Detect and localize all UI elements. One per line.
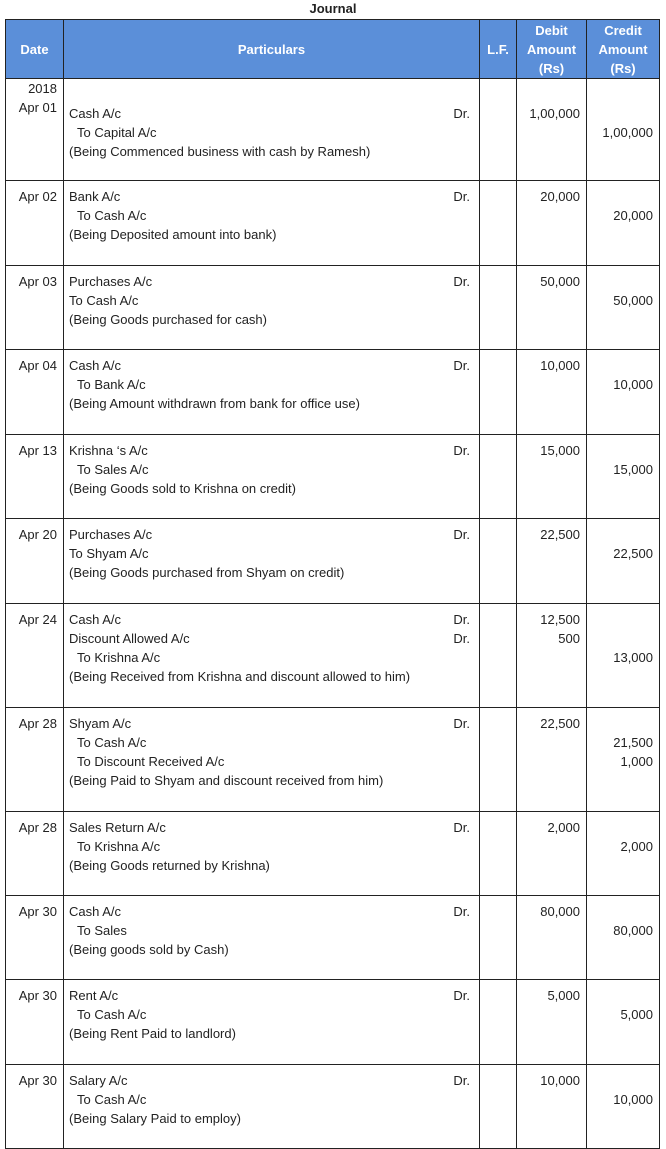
credit-spacer: [587, 525, 653, 544]
entry-debit-cell: [517, 1065, 587, 1149]
entry-debit-cell: [517, 79, 587, 181]
credit-account: To Sales A/c: [77, 462, 149, 477]
debit-amount: 12,500: [540, 612, 580, 627]
entry-debit-cell: [517, 708, 587, 812]
entry-particulars-cell: [64, 708, 480, 812]
debit-account: Bank A/c: [69, 189, 121, 204]
header-credit: [587, 20, 660, 79]
debit-account: Purchases A/c: [69, 527, 153, 542]
debit-amount: 50,000: [540, 274, 580, 289]
debit-amount: 500: [558, 631, 580, 646]
entry-particulars-cell: [64, 181, 480, 266]
entry-lf-cell: [480, 708, 517, 812]
entry-lf-cell: [480, 812, 517, 896]
dr-marker: Dr.: [453, 527, 470, 542]
entry-year: 2018: [28, 81, 57, 96]
narration: (Being Amount withdrawn from bank for office use): [69, 396, 360, 411]
credit-account: To Cash A/c: [77, 735, 147, 750]
entry-credit-cell: [587, 812, 660, 896]
credit-line: [69, 291, 475, 310]
entry-date-cell: [6, 435, 64, 519]
debit-line: [69, 104, 475, 123]
journal-entry-row: [6, 181, 660, 266]
entry-debit-cell: [517, 266, 587, 350]
entry-date: Apr 01: [18, 100, 57, 115]
credit-spacer: [587, 818, 653, 837]
debit-amount: 10,000: [540, 1073, 580, 1088]
journal-table: [5, 19, 660, 1149]
entry-credit-cell: [587, 79, 660, 181]
credit-line: [69, 123, 475, 142]
debit-line: [69, 629, 475, 648]
entry-particulars-cell: [64, 604, 480, 708]
debit-line: [69, 525, 475, 544]
dr-marker: Dr.: [453, 820, 470, 835]
entry-debit-cell: [517, 350, 587, 435]
entry-date: Apr 24: [18, 612, 57, 627]
credit-account: To Krishna A/c: [77, 650, 161, 665]
dr-marker: Dr.: [453, 988, 470, 1003]
header-debit-line: Amount: [526, 41, 577, 57]
entry-date: Apr 30: [18, 988, 57, 1003]
debit-account: Cash A/c: [69, 358, 122, 373]
credit-amount: 22,500: [613, 546, 653, 561]
entry-lf-cell: [480, 980, 517, 1065]
entry-credit-cell: [587, 181, 660, 266]
entry-date-cell: [6, 812, 64, 896]
credit-amount: 21,500: [613, 735, 653, 750]
entry-particulars-cell: [64, 812, 480, 896]
entry-date-cell: [6, 266, 64, 350]
entry-date: Apr 02: [18, 189, 57, 204]
entry-date-cell: [6, 604, 64, 708]
entry-lf-cell: [480, 435, 517, 519]
credit-amount: 50,000: [613, 293, 653, 308]
entry-credit-cell: [587, 980, 660, 1065]
credit-account: To Bank A/c: [77, 377, 146, 392]
entry-date-cell: [6, 1065, 64, 1149]
entry-particulars-cell: [64, 519, 480, 604]
entry-lf-cell: [480, 266, 517, 350]
credit-account: To Shyam A/c: [69, 546, 149, 561]
credit-account: To Sales: [77, 923, 127, 938]
debit-amount: 22,500: [540, 716, 580, 731]
debit-account: Rent A/c: [69, 988, 119, 1003]
entry-lf-cell: [480, 519, 517, 604]
debit-amount: 22,500: [540, 527, 580, 542]
entry-date: Apr 30: [18, 904, 57, 919]
dr-marker: Dr.: [453, 904, 470, 919]
entry-particulars-cell: [64, 1065, 480, 1149]
debit-account: Cash A/c: [69, 904, 122, 919]
entry-date-cell: [6, 896, 64, 980]
credit-amount: 10,000: [613, 377, 653, 392]
credit-amount: 2,000: [620, 839, 653, 854]
entry-particulars-cell: [64, 350, 480, 435]
credit-line: [69, 544, 475, 563]
narration: (Being Deposited amount into bank): [69, 227, 277, 242]
narration: (Being goods sold by Cash): [69, 942, 229, 957]
credit-line: [69, 752, 475, 771]
header-credit-line: Credit: [604, 22, 642, 38]
credit-line: [69, 921, 475, 940]
debit-line: [69, 187, 475, 206]
debit-account: Sales Return A/c: [69, 820, 166, 835]
credit-spacer: [587, 187, 653, 206]
entry-date: Apr 04: [18, 358, 57, 373]
credit-spacer: [587, 272, 653, 291]
debit-line: [69, 441, 475, 460]
header-row: [6, 20, 660, 79]
debit-amount: 80,000: [540, 904, 580, 919]
entry-credit-cell: [587, 350, 660, 435]
entry-date: Apr 03: [18, 274, 57, 289]
narration: (Being Commenced business with cash by Ramesh): [69, 144, 371, 159]
entry-particulars-cell: [64, 266, 480, 350]
journal-entry-row: [6, 812, 660, 896]
credit-account: To Cash A/c: [77, 208, 147, 223]
narration: (Being Goods purchased from Shyam on credit): [69, 565, 345, 580]
credit-account: To Cash A/c: [77, 1007, 147, 1022]
entry-credit-cell: [587, 604, 660, 708]
entry-date-cell: [6, 350, 64, 435]
entry-date: Apr 28: [18, 820, 57, 835]
entry-debit-cell: [517, 812, 587, 896]
entry-debit-cell: [517, 980, 587, 1065]
journal-entry-row: [6, 79, 660, 181]
entry-credit-cell: [587, 435, 660, 519]
credit-spacer: [587, 356, 653, 375]
entry-lf-cell: [480, 350, 517, 435]
journal-entry-row: [6, 266, 660, 350]
dr-marker: Dr.: [453, 1073, 470, 1088]
journal-entry-row: [6, 604, 660, 708]
header-particulars: Particulars: [64, 20, 480, 79]
debit-amount: 1,00,000: [529, 106, 580, 121]
entry-particulars-cell: [64, 896, 480, 980]
dr-marker: Dr.: [453, 443, 470, 458]
dr-marker: Dr.: [453, 189, 470, 204]
debit-account: Cash A/c: [69, 106, 122, 121]
debit-amount: 20,000: [540, 189, 580, 204]
credit-spacer: [587, 104, 653, 123]
debit-line: [69, 714, 475, 733]
entry-particulars-cell: [64, 980, 480, 1065]
journal-entry-row: [6, 519, 660, 604]
credit-account: To Capital A/c: [77, 125, 157, 140]
entry-lf-cell: [480, 181, 517, 266]
credit-line: [69, 733, 475, 752]
credit-amount: 10,000: [613, 1092, 653, 1107]
entry-debit-cell: [517, 604, 587, 708]
entry-particulars-cell: [64, 79, 480, 181]
credit-amount: 1,00,000: [602, 125, 653, 140]
debit-account: Discount Allowed A/c: [69, 631, 190, 646]
journal-entry-row: [6, 350, 660, 435]
debit-line: [69, 986, 475, 1005]
entry-date-cell: [6, 519, 64, 604]
entry-lf-cell: [480, 1065, 517, 1149]
entry-date-cell: [6, 980, 64, 1065]
credit-spacer: [587, 902, 653, 921]
journal-entry-row: [6, 980, 660, 1065]
header-debit-line: Debit: [535, 22, 568, 38]
credit-line: [69, 460, 475, 479]
journal-title: Journal: [309, 1, 357, 16]
credit-spacer: [587, 986, 653, 1005]
journal-entry-row: [6, 896, 660, 980]
header-debit: [517, 20, 587, 79]
entry-date-cell: [6, 708, 64, 812]
debit-line: [69, 1071, 475, 1090]
entry-credit-cell: [587, 708, 660, 812]
entry-credit-cell: [587, 519, 660, 604]
journal-entry-row: [6, 1065, 660, 1149]
narration: (Being Goods returned by Krishna): [69, 858, 270, 873]
credit-account: To Cash A/c: [69, 293, 139, 308]
credit-account: To Cash A/c: [77, 1092, 147, 1107]
narration: (Being Salary Paid to employ): [69, 1111, 241, 1126]
credit-amount: 1,000: [620, 754, 653, 769]
entry-credit-cell: [587, 896, 660, 980]
header-lf: L.F.: [480, 20, 517, 79]
credit-spacer: [587, 629, 653, 648]
debit-line: [69, 610, 475, 629]
entry-date: Apr 28: [18, 716, 57, 731]
narration: (Being Goods purchased for cash): [69, 312, 267, 327]
narration: (Being Received from Krishna and discount allowed to him): [69, 669, 411, 684]
dr-marker: Dr.: [453, 358, 470, 373]
credit-account: To Krishna A/c: [77, 839, 161, 854]
entry-debit-cell: [517, 435, 587, 519]
entry-credit-cell: [587, 266, 660, 350]
header-credit-line: (Rs): [610, 60, 636, 76]
credit-spacer: [587, 441, 653, 460]
entry-lf-cell: [480, 896, 517, 980]
entry-credit-cell: [587, 1065, 660, 1149]
debit-amount: 10,000: [540, 358, 580, 373]
entry-lf-cell: [480, 604, 517, 708]
debit-line: [69, 356, 475, 375]
dr-marker: Dr.: [453, 631, 470, 646]
header-date: Date: [6, 20, 64, 79]
entry-date: Apr 13: [18, 443, 57, 458]
debit-amount: 2,000: [547, 820, 580, 835]
narration: (Being Goods sold to Krishna on credit): [69, 481, 296, 496]
credit-amount: 15,000: [613, 462, 653, 477]
debit-account: Shyam A/c: [69, 716, 132, 731]
journal-entry-row: [6, 708, 660, 812]
credit-account: To Discount Received A/c: [77, 754, 225, 769]
journal-body: [6, 79, 660, 1149]
credit-amount: 5,000: [620, 1007, 653, 1022]
entry-particulars-cell: [64, 435, 480, 519]
header-credit-line: Amount: [598, 41, 648, 57]
credit-spacer: [587, 1071, 653, 1090]
credit-line: [69, 1090, 475, 1109]
dr-marker: Dr.: [453, 274, 470, 289]
narration: (Being Rent Paid to landlord): [69, 1026, 236, 1041]
journal-entry-row: [6, 435, 660, 519]
narration: (Being Paid to Shyam and discount received from him): [69, 773, 384, 788]
credit-line: [69, 648, 475, 667]
credit-amount: 80,000: [613, 923, 653, 938]
credit-spacer: [587, 610, 653, 629]
credit-line: [69, 1005, 475, 1024]
debit-line: [69, 818, 475, 837]
entry-date: Apr 30: [18, 1073, 57, 1088]
debit-account: Purchases A/c: [69, 274, 153, 289]
dr-marker: Dr.: [453, 106, 470, 121]
credit-line: [69, 837, 475, 856]
debit-line: [69, 272, 475, 291]
debit-amount: 5,000: [547, 988, 580, 1003]
entry-debit-cell: [517, 896, 587, 980]
header-debit-line: (Rs): [538, 60, 565, 76]
credit-line: [69, 375, 475, 394]
dr-marker: Dr.: [453, 716, 470, 731]
dr-marker: Dr.: [453, 612, 470, 627]
entry-date-cell: [6, 181, 64, 266]
debit-account: Cash A/c: [69, 612, 122, 627]
entry-date-cell: [6, 79, 64, 181]
debit-amount: 15,000: [540, 443, 580, 458]
credit-amount: 20,000: [613, 208, 653, 223]
credit-amount: 13,000: [613, 650, 653, 665]
credit-spacer: [587, 714, 653, 733]
entry-date: Apr 20: [18, 527, 57, 542]
debit-account: Krishna ‘s A/c: [69, 443, 148, 458]
entry-debit-cell: [517, 519, 587, 604]
entry-debit-cell: [517, 181, 587, 266]
debit-line: [69, 902, 475, 921]
entry-lf-cell: [480, 79, 517, 181]
credit-line: [69, 206, 475, 225]
debit-account: Salary A/c: [69, 1073, 128, 1088]
